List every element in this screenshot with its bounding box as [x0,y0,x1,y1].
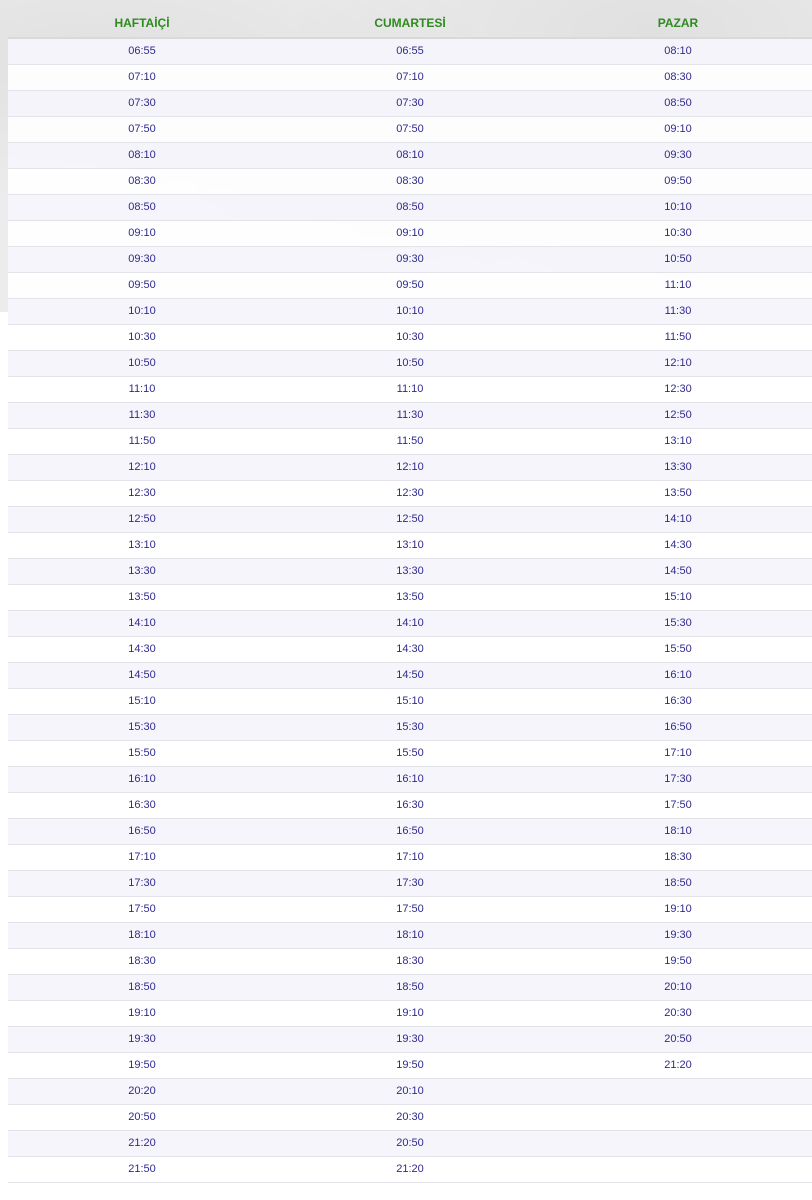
time-cell-saturday: 17:30 [396,877,424,889]
time-cell-saturday: 12:30 [396,487,424,499]
time-cell-saturday: 16:50 [396,825,424,837]
time-cell-saturday: 12:50 [396,513,424,525]
time-cell-saturday: 10:10 [396,305,424,317]
time-cell-saturday: 10:30 [396,331,424,343]
time-cell-sunday: 18:30 [664,851,692,863]
time-cell-saturday: 11:50 [396,435,424,447]
header-weekday: HAFTAİÇİ [114,16,170,30]
time-cell-weekday: 09:10 [128,227,156,239]
time-cell-sunday: 12:10 [664,357,692,369]
table-row [8,169,812,195]
table-row [8,897,812,923]
time-cell-saturday: 17:10 [396,851,424,863]
time-cell-weekday: 12:30 [128,487,156,499]
table-row [8,195,812,221]
time-cell-sunday: 10:30 [664,227,692,239]
time-cell-sunday: 09:30 [664,149,692,161]
time-cell-saturday: 07:10 [396,71,424,83]
time-cell-sunday: 11:10 [664,279,692,291]
time-cell-saturday: 14:10 [396,617,424,629]
time-cell-sunday: 19:10 [664,903,692,915]
table-row [8,429,812,455]
time-cell-sunday: 16:30 [664,695,692,707]
time-cell-weekday: 21:20 [128,1137,156,1149]
time-cell-weekday: 08:50 [128,201,156,213]
table-row [8,1131,812,1157]
time-cell-weekday: 19:30 [128,1033,156,1045]
time-cell-sunday: 14:30 [664,539,692,551]
time-cell-saturday: 08:30 [396,175,424,187]
time-cell-sunday: 08:10 [664,45,692,57]
time-cell-sunday: 10:10 [664,201,692,213]
time-cell-saturday: 19:10 [396,1007,424,1019]
time-cell-sunday [544,1079,812,1104]
time-cell-sunday: 18:50 [664,877,692,889]
table-row [8,143,812,169]
time-cell-weekday: 11:50 [128,435,156,447]
time-cell-weekday: 13:50 [128,591,156,603]
time-cell-weekday: 08:30 [128,175,156,187]
time-cell-sunday: 11:50 [664,331,692,343]
time-cell-saturday: 18:30 [396,955,424,967]
time-cell-saturday: 13:50 [396,591,424,603]
table-row [8,221,812,247]
time-cell-saturday: 18:50 [396,981,424,993]
time-cell-saturday: 18:10 [396,929,424,941]
time-cell-sunday: 16:10 [664,669,692,681]
time-cell-sunday: 20:30 [664,1007,692,1019]
table-row [8,117,812,143]
time-cell-weekday: 14:50 [128,669,156,681]
table-row [8,663,812,689]
table-row [8,585,812,611]
time-cell-sunday: 14:10 [664,513,692,525]
time-cell-sunday [544,1131,812,1156]
time-cell-weekday: 12:50 [128,513,156,525]
time-cell-weekday: 14:30 [128,643,156,655]
time-cell-weekday: 12:10 [128,461,156,473]
time-cell-sunday: 09:10 [664,123,692,135]
table-row [8,377,812,403]
time-cell-weekday: 21:50 [128,1163,156,1175]
time-cell-weekday: 19:10 [128,1007,156,1019]
time-cell-sunday: 15:10 [664,591,692,603]
time-cell-saturday: 08:10 [396,149,424,161]
time-cell-saturday: 15:30 [396,721,424,733]
table-row [8,689,812,715]
time-cell-saturday: 17:50 [396,903,424,915]
time-cell-saturday: 13:10 [396,539,424,551]
time-cell-saturday: 14:30 [396,643,424,655]
table-row [8,299,812,325]
time-cell-weekday: 11:30 [128,409,156,421]
time-cell-sunday: 20:10 [664,981,692,993]
time-cell-weekday: 08:10 [128,149,156,161]
time-cell-sunday: 18:10 [664,825,692,837]
time-cell-saturday: 11:10 [396,383,424,395]
time-cell-sunday: 13:50 [664,487,692,499]
time-cell-saturday: 06:55 [396,45,424,57]
time-cell-weekday: 15:10 [128,695,156,707]
table-row [8,351,812,377]
table-row [8,1001,812,1027]
time-cell-weekday: 15:30 [128,721,156,733]
time-cell-weekday: 13:30 [128,565,156,577]
table-row [8,793,812,819]
time-cell-sunday: 19:30 [664,929,692,941]
time-cell-weekday: 18:10 [128,929,156,941]
time-cell-sunday: 17:10 [664,747,692,759]
time-cell-weekday: 19:50 [128,1059,156,1071]
time-cell-sunday: 19:50 [664,955,692,967]
timetable-body [8,39,812,1183]
table-row [8,325,812,351]
time-cell-saturday: 10:50 [396,357,424,369]
time-cell-saturday: 20:10 [396,1085,424,1097]
time-cell-saturday: 07:30 [396,97,424,109]
table-row [8,507,812,533]
table-row [8,871,812,897]
time-cell-sunday: 08:30 [664,71,692,83]
table-row [8,1053,812,1079]
table-row [8,715,812,741]
table-row [8,1027,812,1053]
time-cell-saturday: 09:10 [396,227,424,239]
time-cell-weekday: 10:10 [128,305,156,317]
time-cell-weekday: 16:30 [128,799,156,811]
table-row [8,533,812,559]
time-cell-saturday: 20:50 [396,1137,424,1149]
table-row [8,1157,812,1183]
time-cell-weekday: 09:50 [128,279,156,291]
time-cell-saturday: 11:30 [396,409,424,421]
time-cell-weekday: 18:50 [128,981,156,993]
time-cell-saturday: 19:50 [396,1059,424,1071]
time-cell-sunday: 17:30 [664,773,692,785]
time-cell-saturday: 09:50 [396,279,424,291]
time-cell-saturday: 20:30 [396,1111,424,1123]
time-cell-weekday: 20:50 [128,1111,156,1123]
time-cell-weekday: 16:50 [128,825,156,837]
time-cell-weekday: 10:30 [128,331,156,343]
time-cell-weekday: 10:50 [128,357,156,369]
time-cell-weekday: 15:50 [128,747,156,759]
time-cell-sunday: 20:50 [664,1033,692,1045]
table-row [8,637,812,663]
time-cell-weekday: 11:10 [128,383,156,395]
time-cell-sunday: 16:50 [664,721,692,733]
time-cell-weekday: 17:50 [128,903,156,915]
time-cell-weekday: 13:10 [128,539,156,551]
time-cell-weekday: 14:10 [128,617,156,629]
time-cell-sunday: 11:30 [664,305,692,317]
time-cell-sunday: 08:50 [664,97,692,109]
time-cell-saturday: 21:20 [396,1163,424,1175]
time-cell-weekday: 07:50 [128,123,156,135]
table-row [8,65,812,91]
time-cell-weekday: 17:10 [128,851,156,863]
table-row [8,559,812,585]
time-cell-sunday: 17:50 [664,799,692,811]
table-row [8,247,812,273]
table-row [8,1079,812,1105]
time-cell-sunday: 12:50 [664,409,692,421]
time-cell-weekday: 07:10 [128,71,156,83]
time-cell-saturday: 15:50 [396,747,424,759]
table-row [8,403,812,429]
time-cell-weekday: 07:30 [128,97,156,109]
timetable [8,9,812,1183]
table-row [8,611,812,637]
table-row [8,91,812,117]
table-row [8,39,812,65]
table-row [8,767,812,793]
header-saturday: CUMARTESİ [374,16,446,30]
table-row [8,845,812,871]
time-cell-saturday: 19:30 [396,1033,424,1045]
time-cell-sunday [544,1105,812,1130]
time-cell-sunday: 14:50 [664,565,692,577]
time-cell-sunday: 13:10 [664,435,692,447]
table-row [8,455,812,481]
time-cell-saturday: 09:30 [396,253,424,265]
time-cell-weekday: 16:10 [128,773,156,785]
time-cell-sunday: 09:50 [664,175,692,187]
time-cell-sunday: 21:20 [664,1059,692,1071]
table-row [8,273,812,299]
time-cell-saturday: 16:10 [396,773,424,785]
table-row [8,923,812,949]
table-row [8,741,812,767]
header-sunday: PAZAR [657,16,699,30]
timetable-header [8,9,812,39]
time-cell-weekday: 06:55 [128,45,156,57]
time-cell-saturday: 08:50 [396,201,424,213]
table-row [8,819,812,845]
time-cell-weekday: 09:30 [128,253,156,265]
time-cell-saturday: 07:50 [396,123,424,135]
time-cell-saturday: 13:30 [396,565,424,577]
time-cell-saturday: 14:50 [396,669,424,681]
table-row [8,481,812,507]
time-cell-sunday: 12:30 [664,383,692,395]
time-cell-sunday: 10:50 [664,253,692,265]
time-cell-saturday: 12:10 [396,461,424,473]
table-row [8,975,812,1001]
table-row [8,949,812,975]
time-cell-sunday: 15:50 [664,643,692,655]
time-cell-saturday: 16:30 [396,799,424,811]
time-cell-sunday [544,1157,812,1182]
time-cell-sunday: 13:30 [664,461,692,473]
time-cell-weekday: 18:30 [128,955,156,967]
table-row [8,1105,812,1131]
time-cell-weekday: 17:30 [128,877,156,889]
time-cell-saturday: 15:10 [396,695,424,707]
time-cell-weekday: 20:20 [128,1085,156,1097]
time-cell-sunday: 15:30 [664,617,692,629]
